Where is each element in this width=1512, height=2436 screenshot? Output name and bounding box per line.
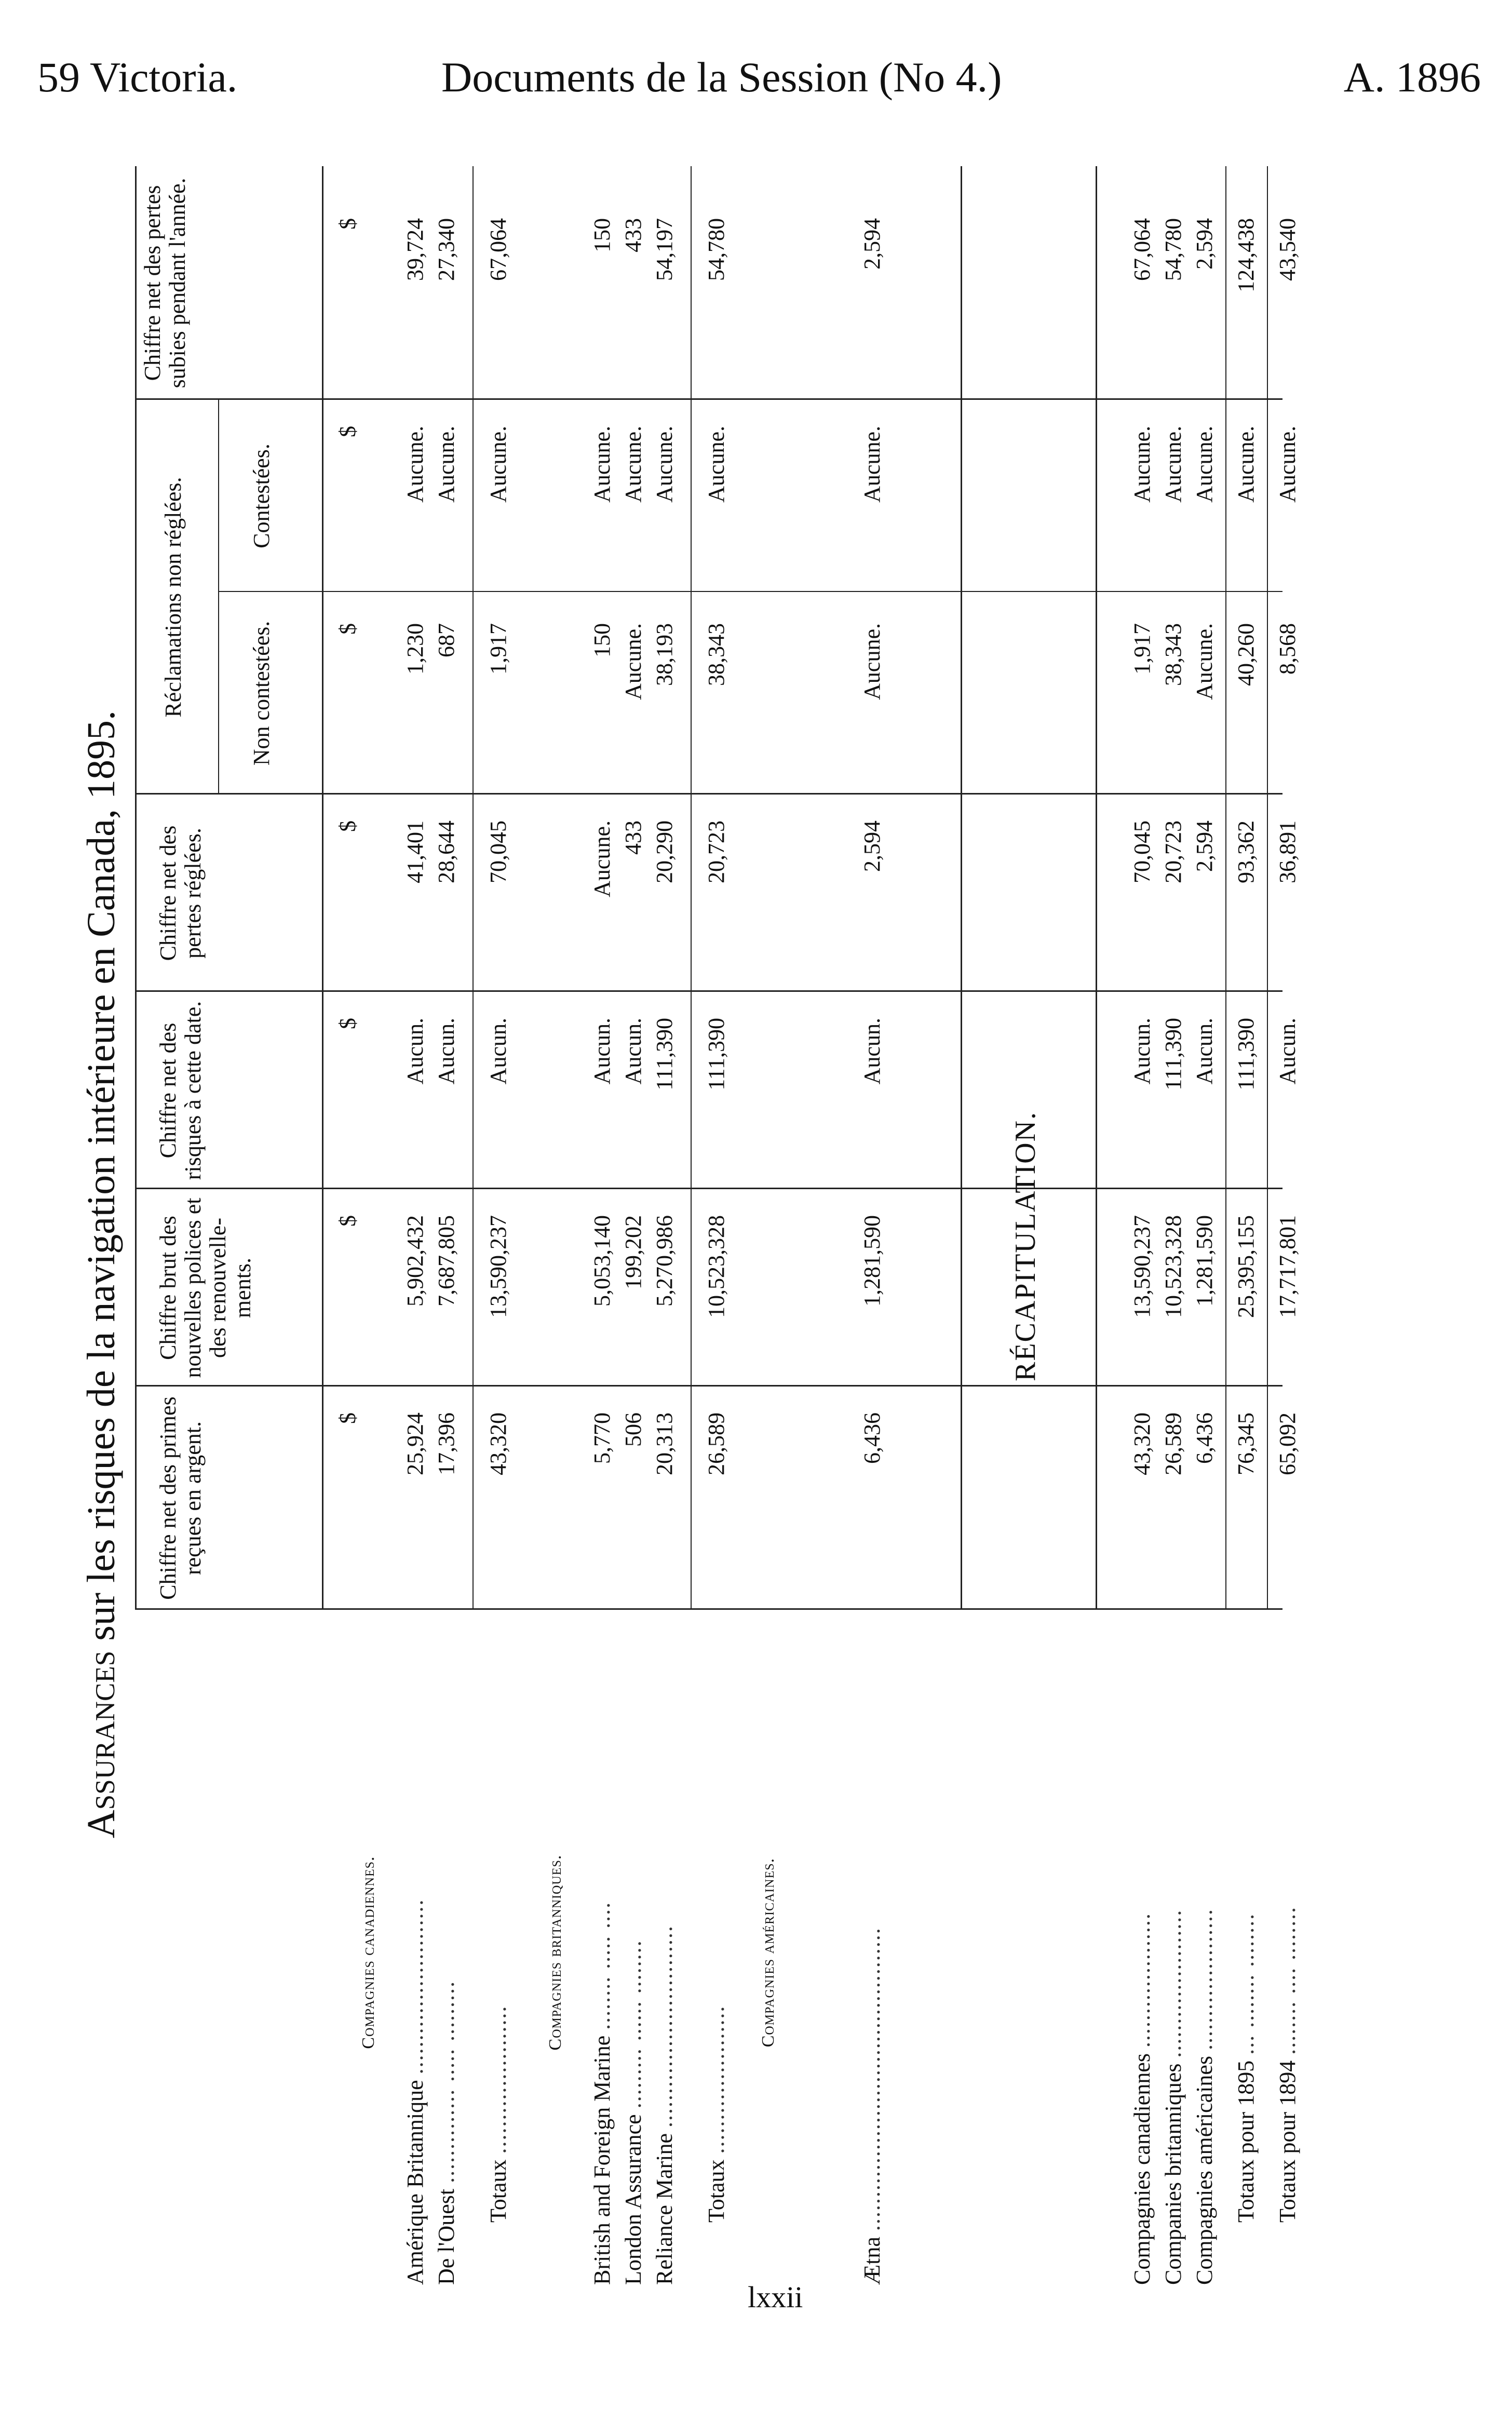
cell-net-premiums: 20,313	[652, 1412, 677, 1475]
row-label: Compagnies américaines .....................	[1192, 1908, 1217, 2285]
row-label: Totaux pour 1894 ........ .... ........	[1275, 1906, 1300, 2223]
cell-net-premiums: 65,092	[1275, 1412, 1300, 1475]
cell-settled-losses: 433	[620, 820, 646, 855]
currency-sign: $	[335, 426, 360, 437]
cell-uncontested: 150	[589, 623, 615, 657]
cell-gross-policies: 1,281,590	[859, 1215, 885, 1307]
table-title-prefix: Assurances	[79, 1650, 123, 1838]
cell-net-risks: Aucun.	[859, 1018, 885, 1085]
header-session-year: 59 Victoria.	[37, 53, 238, 101]
currency-sign: $	[335, 1412, 360, 1424]
cell-uncontested: 38,343	[1160, 623, 1186, 686]
cell-contested: Aucune.	[485, 426, 511, 503]
cell-contested: Aucune.	[704, 426, 729, 503]
col-rule-5	[135, 793, 1282, 795]
cell-settled-losses: Aucune.	[589, 820, 615, 897]
col-rule-1	[135, 1608, 1282, 1610]
row-label: Totaux ......................	[485, 2005, 511, 2223]
cell-net-premiums: 43,320	[485, 1412, 511, 1475]
cell-uncontested: Aucune.	[859, 623, 885, 700]
cell-uncontested: Aucune.	[620, 623, 646, 700]
cell-settled-losses: 20,290	[652, 820, 677, 883]
cell-net-risks: Aucun.	[402, 1018, 428, 1085]
cell-net-premiums: 25,924	[402, 1412, 428, 1475]
cell-contested: Aucune.	[620, 426, 646, 503]
header-uncontested: Non contestées.	[249, 621, 274, 766]
cell-net-losses-year: 67,064	[485, 218, 511, 281]
cell-uncontested: 38,193	[652, 623, 677, 686]
cell-net-risks: 111,390	[1233, 1018, 1259, 1091]
cell-net-premiums: 6,436	[859, 1412, 885, 1464]
cell-contested: Aucune.	[1192, 426, 1217, 503]
rule-start-recap	[1096, 166, 1097, 1610]
cell-settled-losses: 41,401	[402, 820, 428, 883]
col-rule-4	[135, 990, 1282, 992]
table-title-rest: sur les risques de la navigation intérieure en Canada, 1895.	[79, 710, 123, 1641]
cell-settled-losses: 36,891	[1275, 820, 1300, 883]
cell-gross-policies: 13,590,237	[485, 1215, 511, 1318]
cell-net-losses-year: 433	[620, 218, 646, 252]
cell-uncontested: 8,568	[1275, 623, 1300, 675]
cell-net-premiums: 26,589	[704, 1412, 729, 1475]
header-net-premiums: Chiffre net des primes reçues en argent.	[155, 1396, 206, 1600]
cell-net-losses-year: 54,780	[704, 218, 729, 281]
col-rule-6	[218, 591, 1282, 592]
row-label: Amérique Britannique ..........................	[402, 1899, 428, 2285]
cell-net-premiums: 506	[620, 1412, 646, 1447]
rule-above-total	[1225, 166, 1226, 1610]
section-canadian-companies: Compagnies canadiennes.	[359, 1856, 378, 2049]
cell-settled-losses: 20,723	[1160, 820, 1186, 883]
header-settled-losses: Chiffre net des pertes réglées.	[155, 825, 206, 961]
cell-gross-policies: 25,395,155	[1233, 1215, 1259, 1318]
cell-net-risks: Aucun.	[589, 1018, 615, 1085]
cell-net-risks: Aucun.	[434, 1018, 459, 1085]
cell-contested: Aucune.	[589, 426, 615, 503]
cell-uncontested: 687	[434, 623, 459, 657]
cell-uncontested: 1,917	[1129, 623, 1155, 675]
row-label: Compagnies canadiennes ....................	[1129, 1913, 1155, 2285]
cell-net-losses-year: 54,197	[652, 218, 677, 281]
rule-above-total	[1267, 166, 1268, 1610]
currency-sign: $	[335, 623, 360, 635]
row-label: Ætna .............................................	[859, 1927, 885, 2285]
cell-net-losses-year: 150	[589, 218, 615, 252]
col-rule-2	[135, 1385, 1282, 1387]
cell-net-losses-year: 2,594	[859, 218, 885, 270]
cell-settled-losses: 28,644	[434, 820, 459, 883]
cell-gross-policies: 10,523,328	[704, 1215, 729, 1318]
table-title	[78, 177, 125, 1838]
cell-net-premiums: 26,589	[1160, 1412, 1186, 1475]
row-label: Reliance Marine ..............................	[652, 1925, 677, 2285]
cell-uncontested: 1,917	[485, 623, 511, 675]
section-british-companies: Compagnies britanniques.	[546, 1854, 565, 2051]
cell-gross-policies: 5,053,140	[589, 1215, 615, 1307]
cell-gross-policies: 1,281,590	[1192, 1215, 1217, 1307]
cell-net-risks: Aucun.	[485, 1018, 511, 1085]
cell-net-risks: Aucun.	[620, 1018, 646, 1085]
row-label: British and Foreign Marine ........ ..... ....	[589, 1901, 615, 2285]
cell-gross-policies: 199,202	[620, 1215, 646, 1289]
cell-net-losses-year: 2,594	[1192, 218, 1217, 270]
cell-contested: Aucune.	[1233, 426, 1259, 503]
header-contested: Contestées.	[249, 443, 274, 548]
header-year: A. 1896	[1343, 53, 1481, 101]
rule-end-upper-table	[961, 166, 962, 1610]
currency-sign: $	[335, 1215, 360, 1227]
cell-net-losses-year: 67,064	[1129, 218, 1155, 281]
cell-net-risks: Aucun.	[1275, 1018, 1300, 1085]
cell-settled-losses: 20,723	[704, 820, 729, 883]
cell-net-losses-year: 124,438	[1233, 218, 1259, 292]
cell-net-premiums: 6,436	[1192, 1412, 1217, 1464]
cell-net-risks: 111,390	[704, 1018, 729, 1091]
cell-net-losses-year: 54,780	[1160, 218, 1186, 281]
rotated-table-region	[78, 166, 1314, 2295]
cell-uncontested: 40,260	[1233, 623, 1259, 686]
cell-net-premiums: 43,320	[1129, 1412, 1155, 1475]
cell-settled-losses: 2,594	[1192, 820, 1217, 872]
cell-net-premiums: 17,396	[434, 1412, 459, 1475]
col-rule-3	[135, 1188, 1282, 1189]
cell-contested: Aucune.	[402, 426, 428, 503]
col-rule-7	[135, 398, 1282, 400]
row-label: London Assurance ......... ...... ........	[620, 1940, 646, 2285]
cell-gross-policies: 13,590,237	[1129, 1215, 1155, 1318]
cell-settled-losses: 2,594	[859, 820, 885, 872]
running-header	[0, 0, 1512, 135]
cell-contested: Aucune.	[652, 426, 677, 503]
currency-sign: $	[335, 820, 360, 832]
currency-sign: $	[335, 218, 360, 230]
cell-contested: Aucune.	[434, 426, 459, 503]
header-gross-policies: Chiffre brut des nouvelles polices et des renouvelle-ments.	[155, 1197, 255, 1378]
cell-net-risks: 111,390	[1160, 1018, 1186, 1091]
page-number: lxxii	[748, 2280, 803, 2314]
cell-net-losses-year: 39,724	[402, 218, 428, 281]
header-net-losses-year: Chiffre net des pertes subies pendant l'année.	[140, 178, 190, 388]
rule-top	[135, 166, 137, 1610]
cell-gross-policies: 7,687,805	[434, 1215, 459, 1307]
row-label: Companies britanniques ......................	[1160, 1909, 1186, 2285]
cell-net-losses-year: 43,540	[1275, 218, 1300, 281]
cell-settled-losses: 70,045	[1129, 820, 1155, 883]
cell-contested: Aucune.	[859, 426, 885, 503]
cell-contested: Aucune.	[1160, 426, 1186, 503]
cell-uncontested: 1,230	[402, 623, 428, 675]
cell-gross-policies: 10,523,328	[1160, 1215, 1186, 1318]
cell-uncontested: Aucune.	[1192, 623, 1217, 700]
cell-net-risks: Aucun.	[1192, 1018, 1217, 1085]
row-label: Totaux ......................	[704, 2005, 729, 2223]
cell-settled-losses: 70,045	[485, 820, 511, 883]
row-label: De l'Ouest .............. ..... .........	[434, 1980, 459, 2285]
cell-net-premiums: 5,770	[589, 1412, 615, 1464]
currency-sign: $	[335, 1018, 360, 1029]
rule-below-headers	[322, 166, 323, 1610]
rule-above-total	[691, 166, 692, 1610]
row-label: Totaux pour 1895 ... ........ ........	[1233, 1913, 1259, 2223]
rule-under-group-header	[218, 400, 219, 795]
cell-net-risks: 111,390	[652, 1018, 677, 1091]
cell-net-premiums: 76,345	[1233, 1412, 1259, 1475]
cell-contested: Aucune.	[1129, 426, 1155, 503]
header-net-risks: Chiffre net des risques à cette date.	[155, 1001, 206, 1180]
header-unsettled-claims: Réclamations non réglées.	[160, 477, 186, 718]
recap-title: RÉCAPITULATION.	[1009, 1111, 1042, 1381]
cell-gross-policies: 17,717,801	[1275, 1215, 1300, 1318]
cell-settled-losses: 93,362	[1233, 820, 1259, 883]
rule-above-total	[473, 166, 474, 1610]
header-document-title: Documents de la Session (No 4.)	[441, 53, 1002, 101]
cell-gross-policies: 5,902,432	[402, 1215, 428, 1307]
section-american-companies: Compagnies américaines.	[759, 1858, 778, 2048]
cell-uncontested: 38,343	[704, 623, 729, 686]
cell-net-risks: Aucun.	[1129, 1018, 1155, 1085]
cell-gross-policies: 5,270,986	[652, 1215, 677, 1307]
cell-contested: Aucune.	[1275, 426, 1300, 503]
cell-net-losses-year: 27,340	[434, 218, 459, 281]
